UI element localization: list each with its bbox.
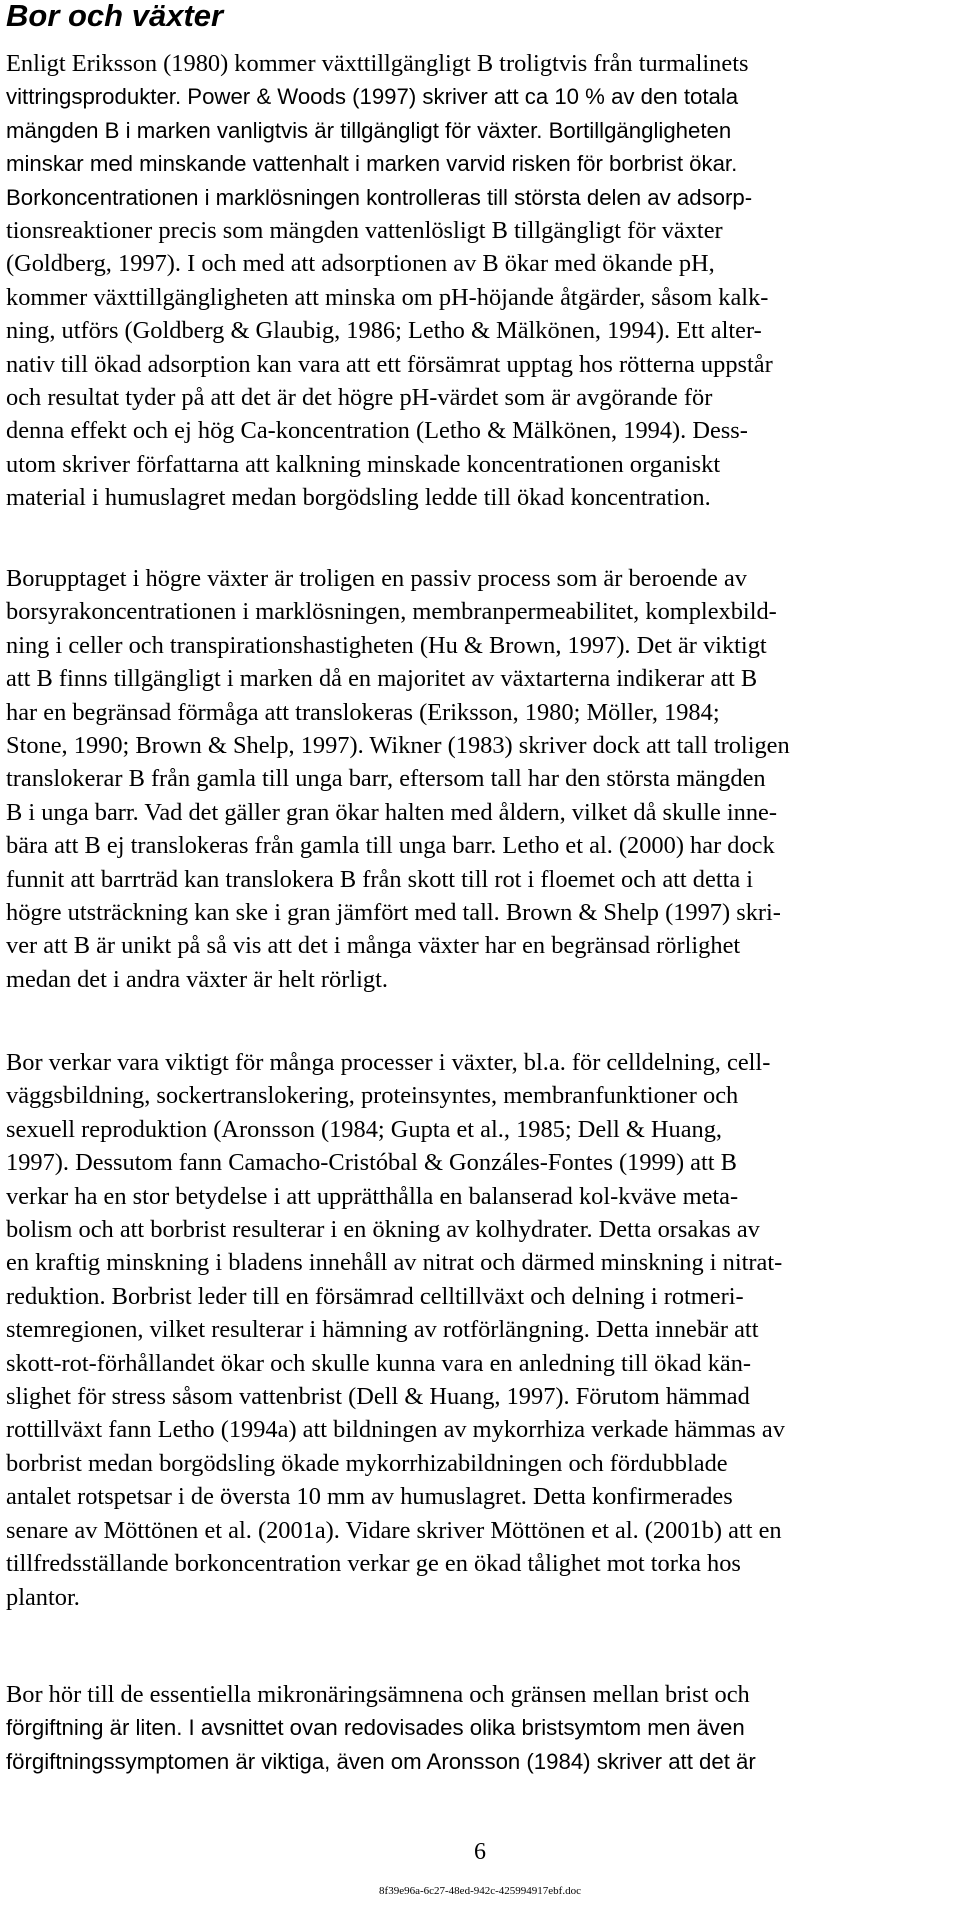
paragraph-boron-toxicity: [6, 1678, 946, 1778]
paragraph-line: Bor verkar vara viktigt för många processer i växter, bl.a. för celldelning, cell-: [6, 1049, 771, 1076]
paragraph-line: mängden B i marken vanligtvis är tillgängligt för växter. Bortillgängligheten: [6, 117, 732, 143]
paragraph-line: vittringsprodukter. Power & Woods (1997) skriver att ca 10 % av den totala: [6, 84, 739, 110]
paragraph-line: tillfredsställande borkoncentration verkar ge en ökad tålighet mot torka hos: [6, 1550, 741, 1578]
paragraph-line: väggsbildning, sockertranslokering, proteinsyntes, membranfunktioner och: [6, 1082, 739, 1110]
paragraph-line: minskar med minskande vattenhalt i marken varvid risken för borbrist ökar.: [6, 151, 738, 177]
paragraph-line: kommer växttillgängligheten att minska om pH-höjande åtgärder, såsom kalk-: [6, 283, 769, 311]
paragraph-line: funnit att barrträd kan translokera B från skott till rot i floemet och att detta i: [6, 865, 754, 893]
paragraph-line: utom skriver författarna att kalkning minskade koncentrationen organiskt: [6, 450, 721, 478]
paragraph-line: högre utsträckning kan ske i gran jämfört med tall. Brown & Shelp (1997) skri-: [6, 899, 781, 927]
paragraph-line: denna effekt och ej hög Ca-koncentration (Letho & Mälkönen, 1994). Dess-: [6, 417, 748, 445]
paragraph-boron-functions: [6, 1046, 946, 1614]
paragraph-line: bolism och att borbrist resulterar i en ökning av kolhydrater. Detta orsakas av: [6, 1216, 760, 1244]
paragraph-line: material i humuslagret medan borgödsling ledde till ökad koncentration.: [6, 484, 711, 512]
paragraph-boron-uptake: [6, 562, 946, 996]
paragraph-line: 1997). Dessutom fann Camacho-Cristóbal & Gonzáles-Fontes (1999) att B: [6, 1149, 737, 1177]
paragraph-line: rottillväxt fann Letho (1994a) att bildningen av mykorrhiza verkade hämmas av: [6, 1416, 785, 1444]
paragraph-line: verkar ha en stor betydelse i att upprätthålla en balanserad kol-kväve meta-: [6, 1182, 739, 1210]
paragraph-line: Stone, 1990; Brown & Shelp, 1997). Wikner (1983) skriver dock att tall troligen: [6, 732, 790, 760]
paragraph-line: och resultat tyder på att det är det högre pH-värdet som är avgörande för: [6, 384, 713, 412]
paragraph-line: stemregionen, vilket resulterar i hämning av rotförlängning. Detta innebär att: [6, 1316, 759, 1344]
paragraph-line: ning, utförs (Goldberg & Glaubig, 1986; Letho & Mälkönen, 1994). Ett alter-: [6, 317, 762, 345]
paragraph-line: förgiftningssymptomen är viktiga, även om Aronsson (1984) skriver att det är: [6, 1748, 756, 1774]
paragraph-line: Borkoncentrationen i marklösningen kontrolleras till största delen av adsorp-: [6, 184, 753, 210]
paragraph-line: ning i celler och transpirationshastigheten (Hu & Brown, 1997). Det är viktigt: [6, 631, 767, 659]
paragraph-line: translokerar B från gamla till unga barr, eftersom tall har den största mängden: [6, 765, 766, 793]
paragraph-line: borbrist medan borgödsling ökade mykorrhizabildningen och fördubblade: [6, 1449, 728, 1477]
paragraph-line: en kraftig minskning i bladens innehåll av nitrat och därmed minskning i nitrat-: [6, 1249, 783, 1277]
paragraph-line: skott-rot-förhållandet ökar och skulle kunna vara en anledning till ökad kän-: [6, 1349, 752, 1377]
paragraph-boron-availability: [6, 47, 946, 515]
paragraph-line: ver att B är unikt på så vis att det i många växter har en begränsad rörlighet: [6, 932, 741, 960]
paragraph-line: förgiftning är liten. I avsnittet ovan redovisades olika bristsymtom men även: [6, 1715, 745, 1741]
paragraph-line: slighet för stress såsom vattenbrist (Dell & Huang, 1997). Förutom hämmad: [6, 1383, 750, 1411]
paragraph-line: borsyrakoncentrationen i marklösningen, membranpermeabilitet, komplexbild-: [6, 598, 777, 626]
paragraph-line: sexuell reproduktion (Aronsson (1984; Gupta et al., 1985; Dell & Huang,: [6, 1115, 723, 1143]
paragraph-line: tionsreaktioner precis som mängden vattenlösligt B tillgängligt för växter: [6, 217, 723, 245]
footer-filename: 8f39e96a-6c27-48ed-942c-425994917ebf.doc: [379, 1885, 581, 1897]
paragraph-line: nativ till ökad adsorption kan vara att ett försämrat upptag hos rötterna uppstår: [6, 350, 773, 378]
paragraph-line: B i unga barr. Vad det gäller gran ökar halten med åldern, vilket då skulle inne-: [6, 798, 777, 826]
paragraph-line: Bor hör till de essentiella mikronäringsämnena och gränsen mellan brist och: [6, 1681, 750, 1708]
paragraph-line: Enligt Eriksson (1980) kommer växttillgängligt B troligtvis från turmalinets: [6, 50, 749, 77]
paragraph-line: antalet rotspetsar i de översta 10 mm av humuslagret. Detta konfirmerades: [6, 1483, 733, 1511]
section-heading: Bor och växter: [6, 0, 224, 33]
paragraph-line: senare av Möttönen et al. (2001a). Vidare skriver Möttönen et al. (2001b) att en: [6, 1516, 782, 1544]
paragraph-line: Borupptaget i högre växter är troligen en passiv process som är beroende av: [6, 565, 747, 592]
paragraph-line: reduktion. Borbrist leder till en försämrad celltillväxt och delning i rotmeri-: [6, 1282, 744, 1310]
paragraph-line: plantor.: [6, 1583, 80, 1611]
paragraph-line: att B finns tillgängligt i marken då en majoritet av växtarterna indikerar att B: [6, 665, 758, 693]
paragraph-line: bära att B ej translokeras från gamla till unga barr. Letho et al. (2000) har dock: [6, 832, 775, 860]
paragraph-line: (Goldberg, 1997). I och med att adsorptionen av B ökar med ökande pH,: [6, 250, 715, 278]
page-number: 6: [474, 1839, 486, 1865]
paragraph-line: medan det i andra växter är helt rörligt.: [6, 965, 388, 993]
paragraph-line: har en begränsad förmåga att translokeras (Eriksson, 1980; Möller, 1984;: [6, 698, 720, 726]
